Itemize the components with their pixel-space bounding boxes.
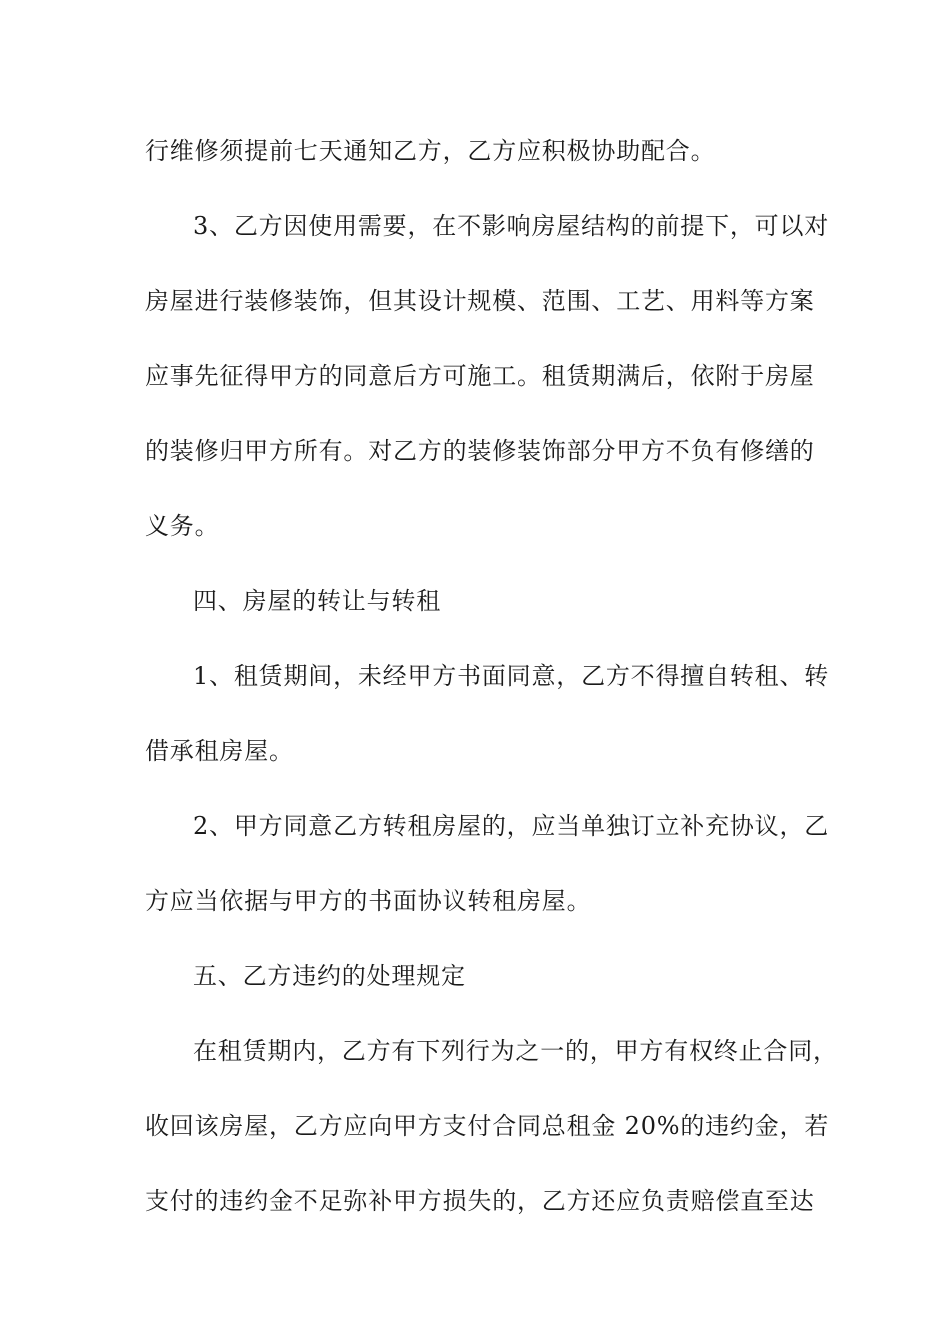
text-line: 行维修须提前七天通知乙方，乙方应积极协助配合。 [145,137,716,165]
text-line: 1、租赁期间，未经甲方书面同意，乙方不得擅自转租、转 [193,662,830,690]
text-line: 的装修归甲方所有。对乙方的装修装饰部分甲方不负有修缮的 [145,437,815,465]
text-line: 3、乙方因使用需要，在不影响房屋结构的前提下，可以对 [193,212,830,240]
text-line: 方应当依据与甲方的书面协议转租房屋。 [145,887,592,915]
text-line: 支付的违约金不足弥补甲方损失的，乙方还应负责赔偿直至达 [145,1187,815,1215]
text-line: 应事先征得甲方的同意后方可施工。租赁期满后，依附于房屋 [145,362,815,390]
text-line: 收回该房屋，乙方应向甲方支付合同总租金 20%的违约金，若 [145,1112,830,1140]
section-heading: 四、房屋的转让与转租 [193,587,441,615]
text-line: 借承租房屋。 [145,737,294,765]
text-line: 在租赁期内，乙方有下列行为之一的，甲方有权终止合同， [193,1037,838,1065]
text-line: 2、甲方同意乙方转租房屋的，应当单独订立补充协议，乙 [193,812,830,840]
text-line: 房屋进行装修装饰，但其设计规模、范围、工艺、用料等方案 [145,287,815,315]
text-line: 义务。 [145,512,220,540]
section-heading: 五、乙方违约的处理规定 [193,962,466,990]
